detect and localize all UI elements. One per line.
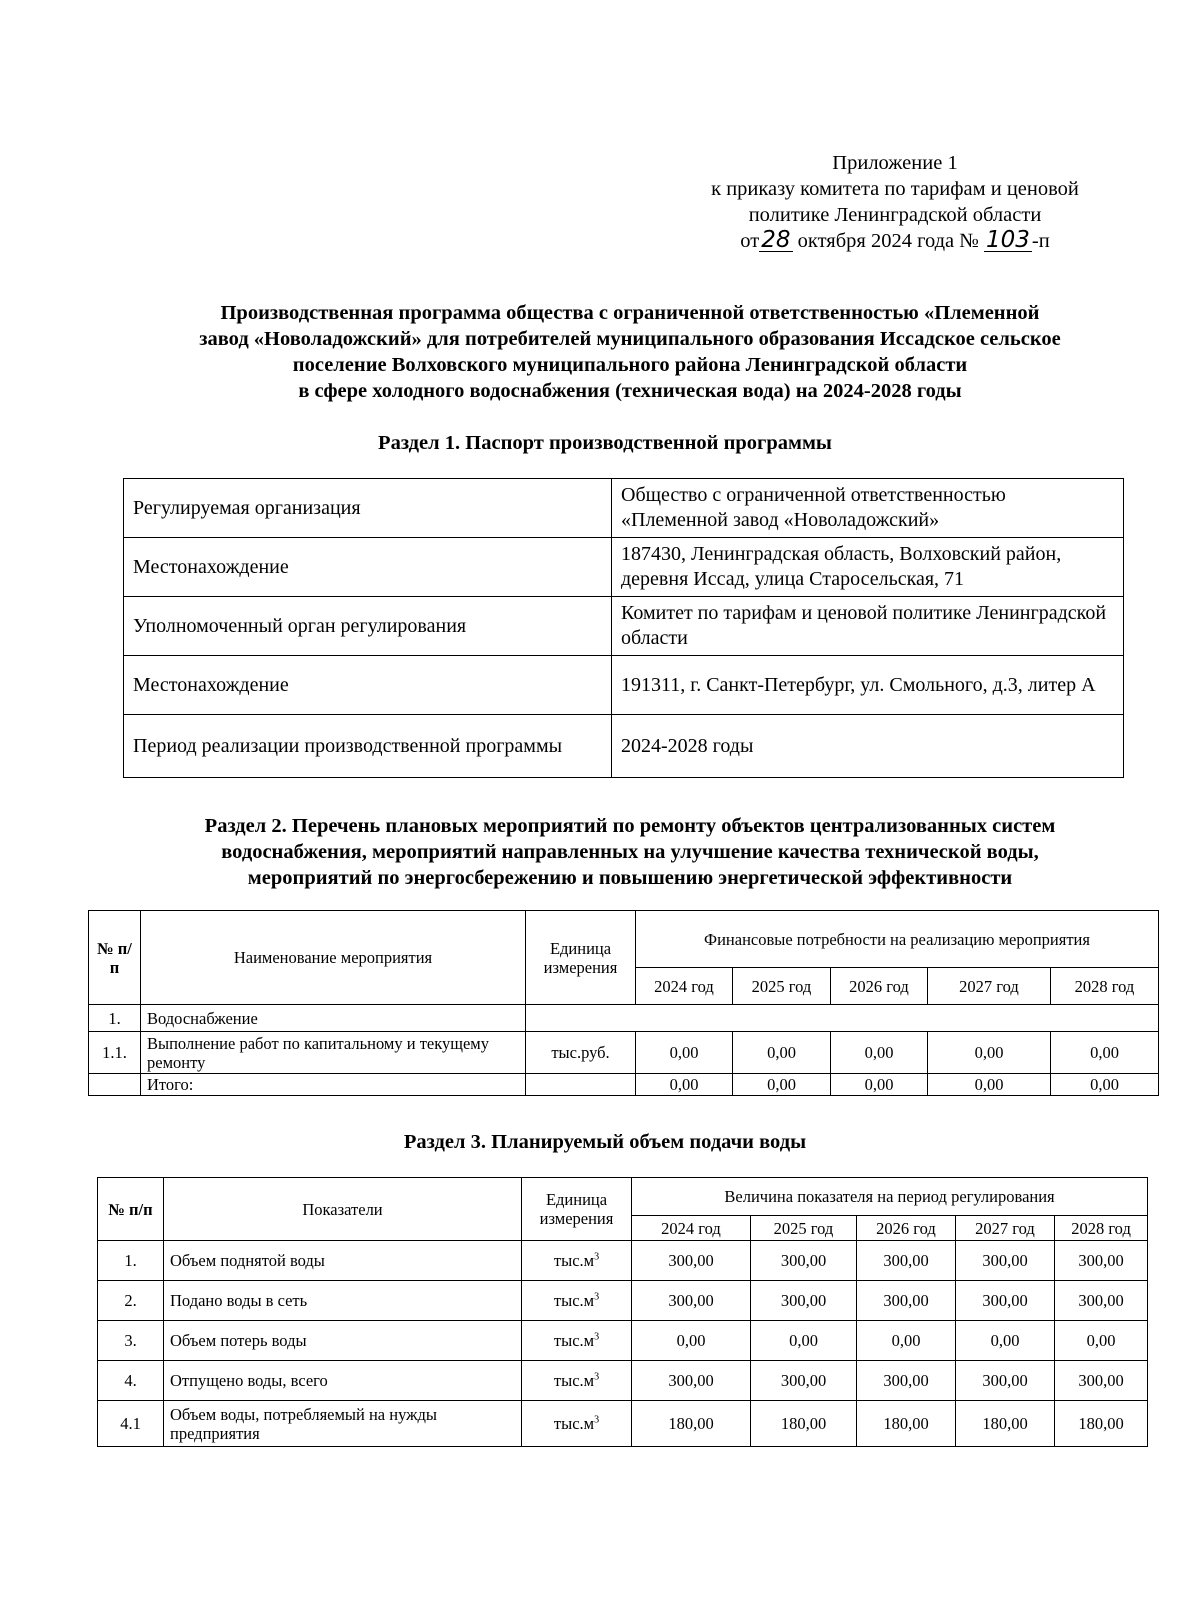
passport-row: Уполномоченный орган регулирования Комитет по тарифам и ценовой политике Ленинградской области — [124, 597, 1124, 656]
col-header-unit: Единица измерения — [522, 1178, 632, 1241]
year-header: 2025 год — [751, 1216, 857, 1241]
appendix-line-3: политике Ленинградской области — [748, 204, 1042, 226]
appendix-block — [650, 150, 1140, 254]
appendix-title: Приложение 1 — [832, 152, 958, 174]
passport-row: Регулируемая организация Общество с ограниченной ответственностью «Племенной завод «Новоладожский» — [124, 479, 1124, 538]
measures-table — [88, 910, 1159, 1096]
table-row: 3. Объем потерь воды $тыс.м^3$ 0,00 0,00 0,00 0,00 0,00 — [98, 1321, 1148, 1361]
passport-row: Местонахождение 187430, Ленинградская область, Волховский район, деревня Иссад, улица Старосельская, 71 — [124, 538, 1124, 597]
table-row: 1. Водоснабжение — [89, 1005, 1159, 1032]
table-row: 2. Подано воды в сеть $тыс.м^3$ 300,00 300,00 300,00 300,00 300,00 — [98, 1281, 1148, 1321]
table-row-total: Итого: 0,00 0,00 0,00 0,00 0,00 — [89, 1074, 1159, 1096]
table-row: 1.1. Выполнение работ по капитальному и текущему ремонту тыс.руб. 0,00 0,00 0,00 0,00 0,00 — [89, 1032, 1159, 1074]
handwritten-number: 103 — [985, 227, 1030, 253]
col-header-unit: Единица измерения — [526, 911, 636, 1005]
table-row: 1. Объем поднятой воды $тыс.м^3$ 300,00 300,00 300,00 300,00 300,00 — [98, 1241, 1148, 1281]
year-header: 2026 год — [857, 1216, 956, 1241]
year-header: 2026 год — [831, 968, 928, 1005]
col-header-fin: Финансовые потребности на реализацию мероприятия — [636, 911, 1159, 968]
col-header-num: № п/п — [89, 911, 141, 1005]
section2-heading: Раздел 2. Перечень плановых мероприятий по ремонту объектов централизованных систем водоснабжения, мероприятий направленных на улучшение качества технической воды, мероприятий по энергосбережению и повышению энергетической эффективности — [204, 815, 1056, 889]
year-header: 2024 год — [636, 968, 733, 1005]
year-header: 2028 год — [1051, 968, 1159, 1005]
appendix-date-line: от28 октября 2024 года № 103-п — [740, 227, 1050, 253]
col-header-value: Величина показателя на период регулирования — [632, 1178, 1148, 1216]
appendix-line-2: к приказу комитета по тарифам и ценовой — [711, 178, 1079, 200]
handwritten-day: 28 — [761, 227, 791, 253]
passport-row: Период реализации производственной программы 2024-2028 годы — [124, 715, 1124, 778]
year-header: 2024 год — [632, 1216, 751, 1241]
col-header-name: Наименование мероприятия — [141, 911, 526, 1005]
passport-row: Местонахождение 191311, г. Санкт-Петербург, ул. Смольного, д.3, литер А — [124, 656, 1124, 715]
section1-heading: Раздел 1. Паспорт производственной программы — [378, 432, 832, 454]
col-header-name: Показатели — [164, 1178, 522, 1241]
volume-table — [97, 1177, 1148, 1447]
year-header: 2025 год — [733, 968, 831, 1005]
table-row: 4. Отпущено воды, всего $тыс.м^3$ 300,00 300,00 300,00 300,00 300,00 — [98, 1361, 1148, 1401]
col-header-num: № п/п — [98, 1178, 164, 1241]
year-header: 2027 год — [956, 1216, 1055, 1241]
table-row: 4.1 Объем воды, потребляемый на нужды предприятия $тыс.м^3$ 180,00 180,00 180,00 180,00 180,00 — [98, 1401, 1148, 1447]
document-title: Производственная программа общества с ограниченной ответственностью «Племенной завод «Новоладожский» для потребителей муниципального образования Иссадское сельское поселение Волховского муниципального района Ленинградской области в сфере холодного водоснабжения (техническая вода) на 2024-2028 годы — [199, 302, 1061, 402]
section3-heading: Раздел 3. Планируемый объем подачи воды — [403, 1131, 807, 1153]
year-header: 2028 год — [1055, 1216, 1148, 1241]
passport-table — [123, 478, 1124, 778]
year-header: 2027 год — [928, 968, 1051, 1005]
